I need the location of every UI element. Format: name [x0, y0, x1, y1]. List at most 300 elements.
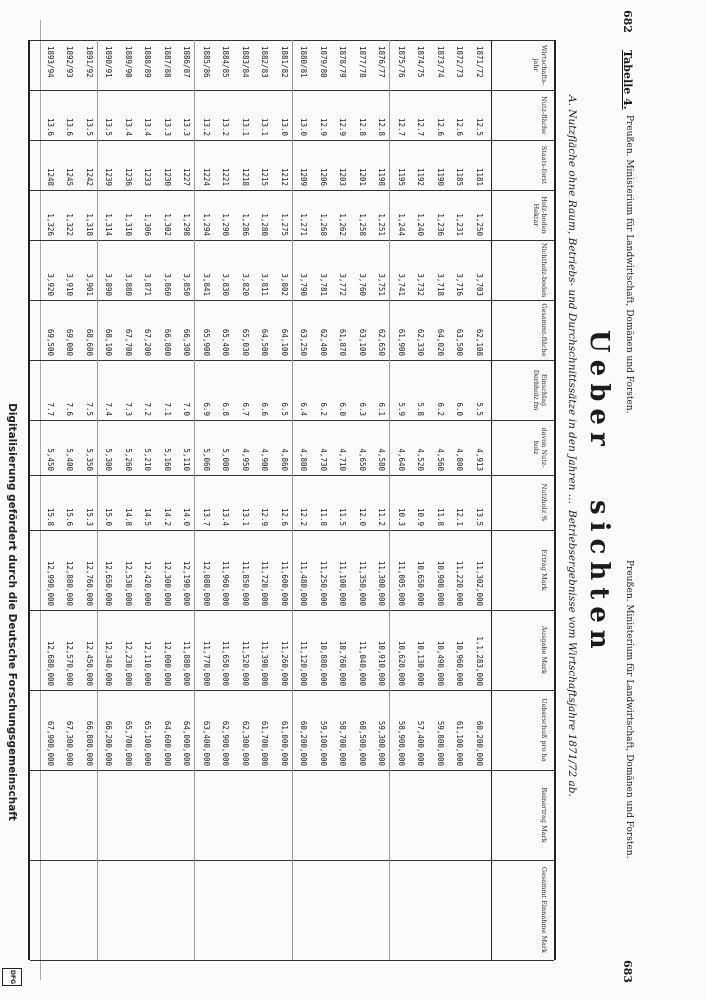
- table-cell: 65,100,000: [143, 720, 153, 766]
- table-cell: 10,650,000: [416, 560, 426, 606]
- table-cell: 5,210: [143, 448, 153, 471]
- subtitle-left: A. Nutzfläche ohne Raum, Betriebs- und Durchschnittssätze in den Jahren ...: [566, 95, 578, 504]
- table-cell: 1185: [455, 167, 465, 186]
- table-cell: 64,500: [260, 328, 270, 356]
- column-header: Holz-boden Hektar: [532, 196, 548, 234]
- column-header: Nichtholz-boden: [540, 242, 548, 298]
- table-cell: 1,231: [455, 213, 465, 236]
- table-cell: 13.7: [202, 507, 211, 526]
- table-cell: 13.1: [241, 117, 250, 136]
- table-cell: 1,258: [358, 213, 367, 236]
- bottom-rule: [28, 40, 30, 960]
- table-cell: 5.8: [416, 402, 426, 416]
- column-header: Wirtschafts-jahr: [532, 45, 548, 85]
- table-cell: 12,420,000: [143, 560, 153, 606]
- table-cell: 1,302: [163, 213, 172, 236]
- table-cell: 1,251: [377, 213, 387, 236]
- table-cell: 3,890: [104, 273, 114, 296]
- table-cell: 59,800,000: [436, 720, 445, 766]
- table-cell: 65,700,000: [124, 720, 133, 766]
- table-cell: 62,400: [319, 328, 328, 356]
- table-cell: 12,300,000: [163, 560, 172, 606]
- table-cell: 64,600,000: [163, 720, 172, 766]
- table-cell: 10,130,000: [416, 640, 426, 686]
- table-cell: 6.6: [260, 402, 270, 416]
- table-cell: 1218: [241, 167, 250, 186]
- table-cell: 65,900: [202, 328, 211, 356]
- table-cell: 1,268: [319, 213, 328, 236]
- group-separator: [195, 40, 196, 960]
- table-cell: 1221: [221, 167, 231, 186]
- table-cell: 12.6: [436, 117, 445, 136]
- table-cell: 10,880,000: [319, 640, 328, 686]
- table-cell: 1233: [143, 167, 153, 186]
- table-cell: 63,250: [299, 328, 309, 356]
- column-header: Ertrag Mark: [540, 549, 548, 591]
- table-cell: 64,000,000: [182, 720, 192, 766]
- running-head-left: Preußen. Ministerium für Landwirtschaft, Domänen und Forsten.: [624, 115, 634, 414]
- table-cell: 1,318: [85, 213, 94, 236]
- table-cell: 1,250: [475, 213, 484, 236]
- table-cell: 11,260,000: [280, 640, 289, 686]
- table-cell: 66,800,000: [85, 720, 94, 766]
- table-cell: 14.0: [182, 507, 192, 526]
- row-year: 1874/75: [416, 46, 426, 78]
- table-cell: 11,100,000: [338, 560, 348, 606]
- table-cell: 62,900,000: [221, 720, 231, 766]
- row-year: 1877/78: [358, 46, 367, 78]
- table-cell: 3,830: [221, 273, 231, 296]
- table-cell: 1,298: [182, 213, 192, 236]
- table-cell: 12,530,000: [124, 560, 133, 606]
- table-cell: 12,880,000: [65, 560, 75, 606]
- table-cell: 1248: [46, 167, 55, 186]
- table-cell: 12.8: [377, 117, 387, 136]
- table-cell: 13.3: [182, 117, 192, 136]
- table-cell: 1209: [299, 167, 309, 186]
- table-cell: 11,960,000: [221, 560, 231, 606]
- table-cell: 12.6: [280, 507, 289, 526]
- row-year: 1882/83: [260, 46, 270, 78]
- row-year: 1878/79: [338, 46, 348, 78]
- table-cell: 67,300,000: [65, 720, 75, 766]
- table-cell: 60,200,000: [299, 720, 309, 766]
- table-cell: 64,100: [280, 328, 289, 356]
- table-cell: 11,650,000: [221, 640, 231, 686]
- table-cell: 61,700,000: [260, 720, 270, 766]
- table-cell: 1181: [475, 167, 484, 186]
- table-cell: 68,100: [104, 328, 114, 356]
- column-header: Gesammt-fläche: [540, 303, 548, 357]
- table-cell: 4,560: [436, 448, 445, 471]
- table-cell: 1192: [416, 167, 426, 186]
- table-cell: 13.5: [475, 507, 484, 526]
- table-cell: 7.2: [143, 402, 153, 416]
- table-cell: 6.2: [319, 402, 328, 416]
- table-cell: 3,772: [338, 273, 348, 296]
- table-cell: 58,700,000: [338, 720, 348, 766]
- column-header: davon Nutz-holz: [532, 427, 548, 468]
- table-cell: 7.0: [182, 402, 192, 416]
- table-cell: 5,350: [85, 448, 94, 471]
- table-cell: 4,710: [338, 448, 348, 471]
- table-cell: 6.7: [241, 402, 250, 416]
- row-year: 1875/76: [397, 46, 406, 78]
- table-cell: 1,240: [416, 213, 426, 236]
- table-cell: 4,800: [455, 448, 465, 471]
- table-cell: 13.1: [260, 117, 270, 136]
- column-header: Staats-forst: [540, 145, 548, 185]
- row-year: 1880/81: [299, 46, 309, 78]
- table-cell: 67,200: [143, 328, 153, 356]
- column-header: Einschlag Derbholz fm: [532, 369, 548, 411]
- table-cell: 12.1: [455, 507, 465, 526]
- table-cell: 12,000,000: [163, 640, 172, 686]
- table-cell: 6.9: [202, 402, 211, 416]
- table-cell: 13.5: [104, 117, 114, 136]
- table-cell: 12,650,000: [104, 560, 114, 606]
- table-cell: 1,286: [241, 213, 250, 236]
- column-header: Nutz-fläche: [540, 96, 548, 134]
- table-cell: 13.4: [143, 117, 153, 136]
- row-year: 1890/91: [104, 46, 114, 78]
- column-header: Ueberschuß pro ha: [540, 698, 548, 762]
- table-cell: 5,300: [104, 448, 114, 471]
- table-cell: 3,732: [416, 273, 426, 296]
- table-cell: 12.9: [319, 117, 328, 136]
- table-cell: 1,236: [436, 213, 445, 236]
- table-cell: 5.9: [397, 402, 406, 416]
- table-cell: 5,260: [124, 448, 133, 471]
- table-cell: 62,108: [475, 328, 484, 356]
- table-cell: 7.7: [46, 402, 55, 416]
- table-cell: 12,680,000: [46, 640, 55, 686]
- table-cell: 12,190,000: [182, 560, 192, 606]
- table-cell: 58,900,000: [397, 720, 406, 766]
- table-cell: 10,490,000: [436, 640, 445, 686]
- table-cell: 12.0: [358, 507, 367, 526]
- header-rule: [491, 40, 492, 960]
- table-cell: 57,400,000: [416, 720, 426, 766]
- table-cell: 63,100: [358, 328, 367, 356]
- table-cell: 13.6: [46, 117, 55, 136]
- row-year: 1884/85: [221, 46, 231, 78]
- table-cell: 1203: [338, 167, 348, 186]
- table-cell: 15.0: [104, 507, 114, 526]
- table-cell: 3,871: [143, 273, 153, 296]
- table-cell: 10.9: [416, 507, 426, 526]
- table-cell: 11,720,000: [260, 560, 270, 606]
- table-cell: 3,920: [46, 273, 55, 296]
- table-cell: 3,718: [436, 273, 445, 296]
- table-cell: 1236: [124, 167, 133, 186]
- table-cell: 7.4: [104, 402, 114, 416]
- table-cell: 69,000: [65, 328, 75, 356]
- table-cell: 7.5: [85, 402, 94, 416]
- table-cell: 4,900: [260, 448, 270, 471]
- table-cell: 3,790: [299, 273, 309, 296]
- table-cell: 11,480,000: [299, 560, 309, 606]
- table-cell: 6.1: [377, 402, 387, 416]
- table-cell: 5,110: [182, 448, 192, 471]
- table-cell: 1,271: [299, 213, 309, 236]
- table-cell: 66,800: [163, 328, 172, 356]
- column-header: Reinertrag Mark: [540, 787, 548, 843]
- table-cell: 1224: [202, 167, 211, 186]
- page-number-right: 683: [621, 960, 634, 983]
- table-cell: 10.3: [397, 507, 406, 526]
- table-cell: 12,450,000: [85, 640, 94, 686]
- table-cell: 7.6: [65, 402, 75, 416]
- table-cell: 12.8: [358, 117, 367, 136]
- table-cell: 1206: [319, 167, 328, 186]
- table-cell: 12.7: [416, 117, 426, 136]
- table-cell: 12.6: [455, 117, 465, 136]
- table-cell: 61,000,000: [280, 720, 289, 766]
- table-cell: 3,760: [358, 273, 367, 296]
- row-year: 1879/80: [319, 46, 328, 78]
- table-cell: 3,781: [319, 273, 328, 296]
- table-cell: 1245: [65, 167, 75, 186]
- table-cell: 12.9: [260, 507, 270, 526]
- table-cell: 11,302,000: [475, 560, 484, 606]
- table-cell: 12.5: [475, 117, 484, 136]
- column-header: Nutzholz %: [540, 483, 548, 522]
- table-cell: 3,741: [397, 273, 406, 296]
- table-cell: 1230: [163, 167, 172, 186]
- table-cell: 59,100,000: [319, 720, 328, 766]
- table-cell: 6.0: [455, 402, 465, 416]
- table-cell: 3,811: [260, 273, 270, 296]
- table-cell: 1,275: [280, 213, 289, 236]
- table-cell: 1215: [260, 167, 270, 186]
- table-cell: 1,280: [260, 213, 270, 236]
- table-cell: 6.0: [338, 402, 348, 416]
- table-cell: 1,244: [397, 213, 406, 236]
- table-cell: 11.2: [377, 507, 387, 526]
- table-cell: 62,330: [416, 328, 426, 356]
- table-cell: 13.2: [221, 117, 231, 136]
- table-cell: 69,500: [46, 328, 55, 356]
- table-cell: 1190: [436, 167, 445, 186]
- table-cell: 11.8: [319, 507, 328, 526]
- table-cell: 1201: [358, 167, 367, 186]
- table-cell: 11,300,000: [377, 560, 387, 606]
- table-cell: 7.1: [163, 402, 172, 416]
- table-cell: 3,716: [455, 273, 465, 296]
- subtitle-right: Betriebsergebnisse vom Wirtschaftsjahre 1871/72 ab.: [566, 510, 578, 797]
- table-cell: 12,340,000: [104, 640, 114, 686]
- group-separator: [292, 40, 293, 960]
- table-cell: 12,990,000: [46, 560, 55, 606]
- page-number-left: 682: [621, 10, 634, 33]
- table-cell: 12,570,000: [65, 640, 75, 686]
- row-year: 1888/89: [143, 46, 153, 78]
- table-cell: 13.5: [85, 117, 94, 136]
- table-cell: 10,760,000: [338, 640, 348, 686]
- table-cell: 11,005,000: [397, 560, 406, 606]
- table-cell: 3,841: [202, 273, 211, 296]
- table-cell: 4,730: [319, 448, 328, 471]
- row-year: 1876/77: [377, 46, 387, 78]
- column-header: Gesammt Einnahme Mark: [540, 866, 548, 954]
- table-cell: 3,703: [475, 273, 484, 296]
- table-cell: 10,620,000: [397, 640, 406, 686]
- table-cell: 3,860: [163, 273, 172, 296]
- table-cell: 3,901: [85, 273, 94, 296]
- logo-text: DFG: [8, 969, 16, 985]
- table-cell: 7.3: [124, 402, 133, 416]
- table-cell: 1,314: [104, 213, 114, 236]
- table-cell: 11,520,000: [241, 640, 250, 686]
- row-year: 1883/84: [241, 46, 250, 78]
- table-cell: 14.5: [143, 507, 153, 526]
- table-cell: 61,870: [338, 328, 348, 356]
- table-cell: 14.2: [163, 507, 172, 526]
- group-separator: [97, 40, 98, 960]
- group-separator: [390, 40, 391, 960]
- table-cell: 63,500: [455, 328, 465, 356]
- table-cell: 11,880,000: [182, 640, 192, 686]
- top-rule: [554, 40, 556, 960]
- row-year: 1889/90: [124, 46, 133, 78]
- table-cell: 4,950: [241, 448, 250, 471]
- table-cell: 1,310: [124, 213, 133, 236]
- table-cell: 11,250,000: [319, 560, 328, 606]
- table-cell: 11,770,000: [202, 640, 211, 686]
- table-cell: 13.0: [280, 117, 289, 136]
- table-cell: 4,640: [397, 448, 406, 471]
- table-cell: 6.2: [436, 402, 445, 416]
- table-cell: 10,960,000: [455, 640, 465, 686]
- table-cell: 6.8: [221, 402, 231, 416]
- table-cell: 13.6: [65, 117, 75, 136]
- table-cell: 15.8: [46, 507, 55, 526]
- table-cell: 65,400: [221, 328, 231, 356]
- table-cell: 10,900,000: [436, 560, 445, 606]
- table-cell: 59,300,000: [377, 720, 387, 766]
- table-cell: 60,200,000: [475, 720, 484, 766]
- table-cell: 3,751: [377, 273, 387, 296]
- table-cell: 61,100,000: [455, 720, 465, 766]
- table-cell: 11,220,000: [455, 560, 465, 606]
- table-cell: 13.2: [202, 117, 211, 136]
- table-cell: 12,080,000: [202, 560, 211, 606]
- column-divider: [30, 960, 554, 961]
- table-cell: 12,110,000: [143, 640, 153, 686]
- table-cell: 1,294: [202, 213, 211, 236]
- row-year: 1872/73: [455, 46, 465, 78]
- row-year: 1871/72: [475, 46, 484, 78]
- table-cell: 13.4: [221, 507, 231, 526]
- table-cell: 3,910: [65, 273, 75, 296]
- row-year: 1873/74: [436, 46, 445, 78]
- table-cell: 11,850,000: [241, 560, 250, 606]
- table-cell: 15.3: [85, 507, 94, 526]
- table-cell: 4,860: [280, 448, 289, 471]
- table-cell: 11,600,000: [280, 560, 289, 606]
- table-cell: 12,230,000: [124, 640, 133, 686]
- row-year: 1892/93: [65, 46, 75, 78]
- table-cell: 62,300,000: [241, 720, 250, 766]
- table-cell: 64,020: [436, 328, 445, 356]
- table-cell: 13.1: [241, 507, 250, 526]
- table-cell: 11,350,000: [358, 560, 367, 606]
- table-cell: 1212: [280, 167, 289, 186]
- table-cell: 6.4: [299, 402, 309, 416]
- table-cell: 15.6: [65, 507, 75, 526]
- table-cell: 63,400,000: [202, 720, 211, 766]
- table-cell: 1239: [104, 167, 114, 186]
- table-cell: 60,500,000: [358, 720, 367, 766]
- table-cell: 11.5: [338, 507, 348, 526]
- table-cell: 12.7: [397, 117, 406, 136]
- table-cell: 1242: [85, 167, 94, 186]
- running-head-right: Preußen. Ministerium für Landwirtschaft, Domänen und Forsten.: [624, 560, 634, 859]
- table-cell: 67,900,000: [46, 720, 55, 766]
- table-cell: 1,1,283,000: [475, 636, 484, 686]
- title-right: sichten: [584, 500, 614, 656]
- row-year: 1887/88: [163, 46, 172, 78]
- title-left: Ueber: [584, 330, 614, 453]
- table-cell: 1,306: [143, 213, 153, 236]
- table-cell: 5,060: [202, 448, 211, 471]
- table-cell: 65,030: [241, 328, 250, 356]
- table-cell: 61,900: [397, 328, 406, 356]
- table-cell: 5,450: [46, 448, 55, 471]
- table-cell: 6.3: [358, 402, 367, 416]
- row-year: 1893/94: [46, 46, 55, 78]
- table-cell: 12.9: [338, 117, 348, 136]
- table-cell: 13.0: [299, 117, 309, 136]
- table-cell: 66,200,000: [104, 720, 114, 766]
- table-cell: 4,913: [475, 448, 484, 471]
- table-cell: 11,040,000: [358, 640, 367, 686]
- row-year: 1886/87: [182, 46, 192, 78]
- credit-text: Digitalisierung gefördert durch die Deutsche Forschungsgemeinschaft: [6, 403, 18, 821]
- table-cell: 1198: [377, 167, 387, 186]
- table-label: Tabelle 4.: [621, 50, 634, 110]
- table-cell: 13.3: [163, 117, 172, 136]
- table-cell: 3,802: [280, 273, 289, 296]
- table-cell: 10,910,000: [377, 640, 387, 686]
- table-cell: 11,390,000: [260, 640, 270, 686]
- row-year: 1885/86: [202, 46, 211, 78]
- table-cell: 1227: [182, 167, 192, 186]
- table-cell: 1,322: [65, 213, 75, 236]
- table-cell: 4,800: [299, 448, 309, 471]
- table-cell: 11,120,000: [299, 640, 309, 686]
- table-cell: 4,580: [377, 448, 387, 471]
- table-cell: 1,290: [221, 213, 231, 236]
- table-cell: 67,700: [124, 328, 133, 356]
- table-cell: 1195: [397, 167, 406, 186]
- table-cell: 12,760,000: [85, 560, 94, 606]
- table-cell: 3,880: [124, 273, 133, 296]
- table-cell: 3,850: [182, 273, 192, 296]
- row-year: 1891/92: [85, 46, 94, 78]
- table-cell: 1,262: [338, 213, 348, 236]
- table-cell: 5,400: [65, 448, 75, 471]
- table-cell: 68,600: [85, 328, 94, 356]
- table-cell: 5.5: [475, 402, 484, 416]
- table-cell: 6.5: [280, 402, 289, 416]
- table-cell: 11.8: [436, 507, 445, 526]
- table-cell: 5,000: [221, 448, 231, 471]
- column-header: Ausgabe Mark: [540, 626, 548, 674]
- table-cell: 12.2: [299, 507, 309, 526]
- table-cell: 1,326: [46, 213, 55, 236]
